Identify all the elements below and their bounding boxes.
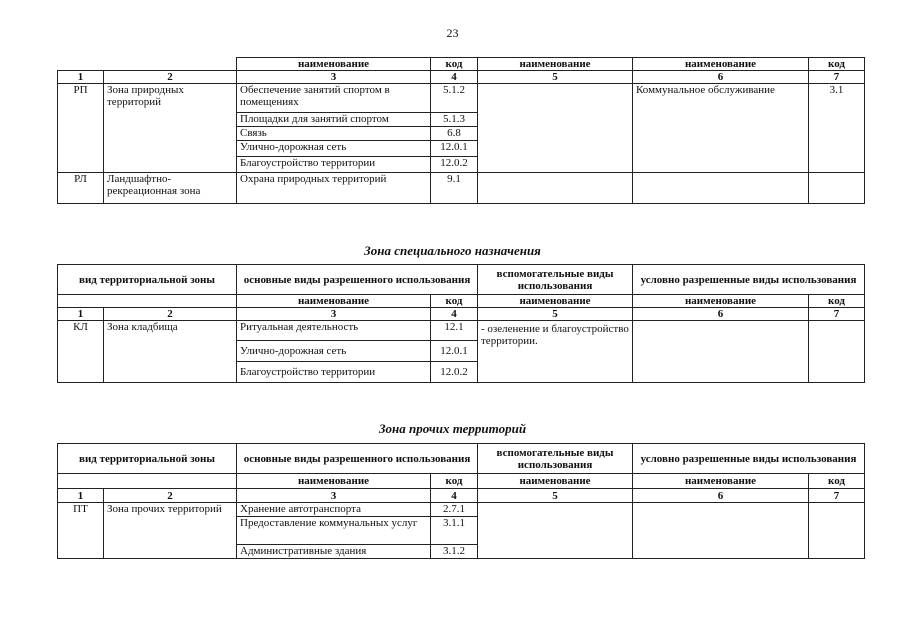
col-number: 7: [809, 308, 865, 321]
zone-code: КЛ: [58, 321, 104, 383]
col-header-name: наименование: [237, 474, 431, 489]
table-zone-other: [57, 443, 865, 559]
header-aux-uses: вспомогательные виды использования: [478, 444, 633, 474]
col-number: 6: [633, 71, 809, 84]
col-header-name: наименование: [237, 295, 431, 308]
col-header-name: наименование: [478, 474, 633, 489]
use-code: 2.7.1: [431, 503, 478, 517]
cond-use-name: Коммунальное обслуживание: [633, 84, 809, 173]
table-zone-special: [57, 264, 865, 383]
header-cond-uses: условно разрешенные виды использования: [633, 265, 865, 295]
aux-uses: [478, 84, 633, 173]
col-number: 4: [431, 71, 478, 84]
col-header-code: код: [809, 295, 865, 308]
col-header-name: наименование: [633, 295, 809, 308]
use-name: Обеспечение занятий спортом в помещениях: [237, 84, 431, 113]
aux-uses: - озеленение и благоустройство территории.: [478, 321, 633, 383]
col-number: 6: [633, 308, 809, 321]
col-header-name: наименование: [478, 58, 633, 71]
zone-name: Зона природных территорий: [104, 84, 237, 173]
use-code: 5.1.3: [431, 113, 478, 127]
header-main-uses: основные виды разрешенного использования: [237, 265, 478, 295]
use-name: Ритуальная деятельность: [237, 321, 431, 341]
col-header-code: код: [809, 58, 865, 71]
col-number: 5: [478, 489, 633, 503]
col-number: 5: [478, 308, 633, 321]
use-code: 3.1.2: [431, 545, 478, 559]
use-name: Благоустройство территории: [237, 362, 431, 383]
use-code: 12.0.1: [431, 341, 478, 362]
col-number: 2: [104, 308, 237, 321]
use-code: 12.1: [431, 321, 478, 341]
zone-name: Ландшафтно-рекреационная зона: [104, 173, 237, 204]
col-number: 4: [431, 308, 478, 321]
use-name: Хранение автотранспорта: [237, 503, 431, 517]
zone-code: РЛ: [58, 173, 104, 204]
use-name: Благоустройство территории: [237, 157, 431, 173]
cond-use-code: 3.1: [809, 84, 865, 173]
col-number: 7: [809, 489, 865, 503]
col-header-name: наименование: [633, 474, 809, 489]
zone-name: Зона прочих территорий: [104, 503, 237, 559]
use-code: 6.8: [431, 127, 478, 141]
col-number: 3: [237, 489, 431, 503]
cond-use-code: [809, 321, 865, 383]
col-number: 1: [58, 489, 104, 503]
cond-use-code: [809, 173, 865, 204]
use-name: Административные здания: [237, 545, 431, 559]
zone-code: ПТ: [58, 503, 104, 559]
col-header-code: код: [431, 295, 478, 308]
page-number: 23: [446, 26, 459, 40]
use-name: Охрана природных территорий: [237, 173, 431, 204]
use-code: 5.1.2: [431, 84, 478, 113]
col-header-code: код: [809, 474, 865, 489]
col-number: 3: [237, 308, 431, 321]
use-code: 3.1.1: [431, 517, 478, 545]
cond-use-code: [809, 503, 865, 559]
aux-uses: [478, 173, 633, 204]
use-code: 12.0.2: [431, 362, 478, 383]
table-zone-recreation: [57, 57, 865, 204]
cond-use-name: [633, 321, 809, 383]
col-header-name: наименование: [633, 58, 809, 71]
col-header-name: наименование: [478, 295, 633, 308]
zone-name: Зона кладбища: [104, 321, 237, 383]
section-title-other: Зона прочих территорий: [378, 421, 527, 436]
col-number: 6: [633, 489, 809, 503]
use-code: 12.0.2: [431, 157, 478, 173]
col-header-name: наименование: [237, 58, 431, 71]
col-number: 3: [237, 71, 431, 84]
zone-code: РП: [58, 84, 104, 173]
header-aux-uses: вспомогательные виды использования: [478, 265, 633, 295]
col-number: 4: [431, 489, 478, 503]
aux-uses: [478, 503, 633, 559]
col-header-code: код: [431, 474, 478, 489]
use-name: Предоставление коммунальных услуг: [237, 517, 431, 545]
use-code: 9.1: [431, 173, 478, 204]
col-number: 5: [478, 71, 633, 84]
header-zone-type: вид территориальной зоны: [58, 444, 237, 474]
header-cond-uses: условно разрешенные виды использования: [633, 444, 865, 474]
header-main-uses: основные виды разрешенного использования: [237, 444, 478, 474]
col-number: 1: [58, 308, 104, 321]
col-header-code: код: [431, 58, 478, 71]
use-name: Связь: [237, 127, 431, 141]
use-name: Площадки для занятий спортом: [237, 113, 431, 127]
col-number: 7: [809, 71, 865, 84]
cond-use-name: [633, 503, 809, 559]
section-title-special: Зона специального назначения: [364, 243, 541, 258]
cond-use-name: [633, 173, 809, 204]
use-code: 12.0.1: [431, 141, 478, 157]
use-name: Улично-дорожная сеть: [237, 341, 431, 362]
col-number: 2: [104, 489, 237, 503]
col-number: 1: [58, 71, 104, 84]
use-name: Улично-дорожная сеть: [237, 141, 431, 157]
header-zone-type: вид территориальной зоны: [58, 265, 237, 295]
col-number: 2: [104, 71, 237, 84]
